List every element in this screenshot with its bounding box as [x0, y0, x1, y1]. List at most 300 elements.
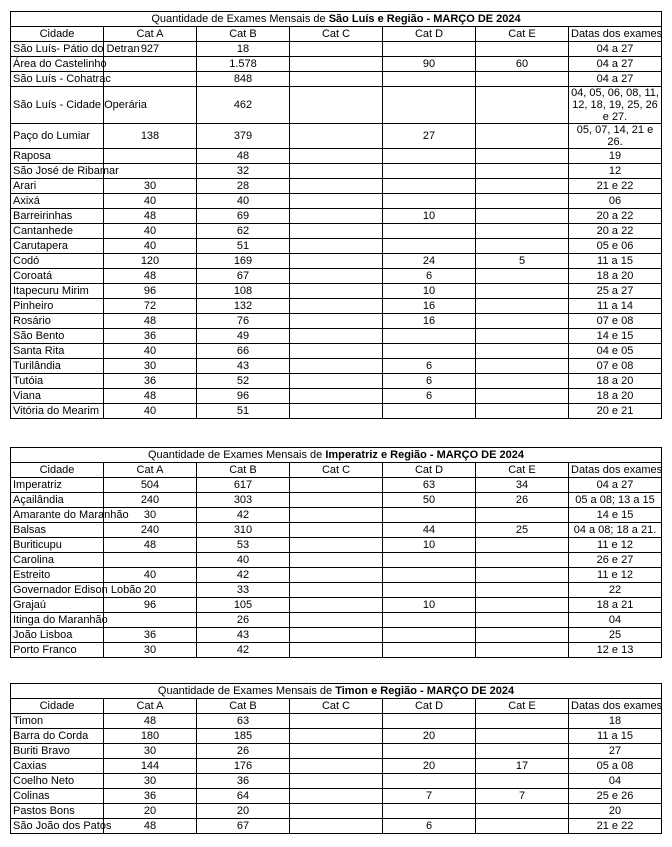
- table-title-prefix: Quantidade de Exames Mensais de: [157, 685, 336, 697]
- table-cell: 28: [197, 179, 290, 194]
- table-row: [11, 404, 662, 419]
- table-cell: [290, 613, 383, 628]
- table-cell: 20: [383, 729, 476, 744]
- column-header: Cat C: [290, 699, 383, 714]
- table-cell: 20: [569, 804, 662, 819]
- table-header-row: [11, 27, 662, 42]
- table-cell: 30: [104, 359, 197, 374]
- table-cell: 04 a 27: [569, 72, 662, 87]
- table-cell: [383, 714, 476, 729]
- table-row: [11, 194, 662, 209]
- table-cell: [290, 209, 383, 224]
- table-title-bold: Timon e Região - MARÇO DE 2024: [335, 685, 515, 697]
- table-cell: 20: [104, 804, 197, 819]
- timon-table: [10, 683, 662, 834]
- table-cell: 20: [104, 583, 197, 598]
- table-cell: [476, 329, 569, 344]
- table-cell: João Lisboa: [11, 628, 104, 643]
- table-row: [11, 643, 662, 658]
- table-cell: 48: [104, 269, 197, 284]
- table-row: [11, 714, 662, 729]
- table-cell: 48: [104, 538, 197, 553]
- table-cell: [383, 164, 476, 179]
- table-cell: Vitória do Mearim: [11, 404, 104, 419]
- table-cell: [383, 643, 476, 658]
- table-cell: 185: [197, 729, 290, 744]
- table-cell: 462: [197, 87, 290, 124]
- table-cell: 20: [197, 804, 290, 819]
- table-cell: 10: [383, 209, 476, 224]
- table-cell: [476, 628, 569, 643]
- table-row: [11, 209, 662, 224]
- table-cell: [290, 568, 383, 583]
- table-cell: 108: [197, 284, 290, 299]
- table-cell: 26: [197, 744, 290, 759]
- column-header: Cat E: [476, 699, 569, 714]
- table-cell: [290, 804, 383, 819]
- column-header: Cat C: [290, 27, 383, 42]
- table-cell: Açailândia: [11, 493, 104, 508]
- table-cell: 18 a 20: [569, 389, 662, 404]
- table-cell: 48: [104, 819, 197, 834]
- table-cell: [290, 744, 383, 759]
- table-cell: 144: [104, 759, 197, 774]
- table-cell: [383, 583, 476, 598]
- table-cell: 42: [197, 568, 290, 583]
- table-cell: Timon: [11, 714, 104, 729]
- table-cell: São Luís- Pátio do Detran: [11, 42, 104, 57]
- table-row: [11, 224, 662, 239]
- table-cell: 36: [104, 628, 197, 643]
- table-cell: 105: [197, 598, 290, 613]
- table-cell: São Luís - Cohatrac: [11, 72, 104, 87]
- table-cell: [290, 598, 383, 613]
- table-cell: 18 a 21: [569, 598, 662, 613]
- table-cell: 40: [197, 553, 290, 568]
- table-title-bold: São Luís e Região - MARÇO DE 2024: [328, 13, 521, 25]
- table-cell: 18: [197, 42, 290, 57]
- table-header-row: [11, 463, 662, 478]
- table-cell: Estreito: [11, 568, 104, 583]
- table-cell: [476, 374, 569, 389]
- table-cell: Itapecuru Mirim: [11, 284, 104, 299]
- table-cell: [290, 344, 383, 359]
- table-cell: [476, 359, 569, 374]
- table-cell: 40: [104, 224, 197, 239]
- table-cell: 11 a 15: [569, 254, 662, 269]
- table-cell: 04 a 27: [569, 57, 662, 72]
- table-cell: 20: [383, 759, 476, 774]
- table-cell: São Luís - Cidade Operária: [11, 87, 104, 124]
- table-cell: 504: [104, 478, 197, 493]
- table-cell: [290, 508, 383, 523]
- table-title: [11, 448, 662, 463]
- column-header: Cat D: [383, 699, 476, 714]
- table-cell: 11 e 12: [569, 538, 662, 553]
- table-cell: São João dos Patos: [11, 819, 104, 834]
- table-cell: 90: [383, 57, 476, 72]
- table-cell: [476, 194, 569, 209]
- table-cell: 27: [569, 744, 662, 759]
- table-cell: [476, 284, 569, 299]
- table-cell: [383, 568, 476, 583]
- table-cell: Buriti Bravo: [11, 744, 104, 759]
- table-row: [11, 759, 662, 774]
- table-cell: [290, 224, 383, 239]
- table-cell: [383, 149, 476, 164]
- table-cell: 16: [383, 314, 476, 329]
- table-cell: 07 e 08: [569, 314, 662, 329]
- table-cell: 11 a 14: [569, 299, 662, 314]
- table-cell: [290, 553, 383, 568]
- table-cell: [290, 714, 383, 729]
- table-cell: 18: [569, 714, 662, 729]
- table-cell: 617: [197, 478, 290, 493]
- table-row: [11, 613, 662, 628]
- table-cell: 30: [104, 643, 197, 658]
- table-cell: Coroatá: [11, 269, 104, 284]
- table-cell: 25 e 26: [569, 789, 662, 804]
- table-cell: 240: [104, 493, 197, 508]
- table-cell: 63: [197, 714, 290, 729]
- table-cell: 132: [197, 299, 290, 314]
- table-row: [11, 72, 662, 87]
- table-cell: 36: [104, 374, 197, 389]
- table-cell: [476, 553, 569, 568]
- column-header: Cat A: [104, 27, 197, 42]
- table-cell: 04 a 27: [569, 42, 662, 57]
- table-cell: 48: [104, 389, 197, 404]
- table-cell: Axixá: [11, 194, 104, 209]
- table-row: [11, 508, 662, 523]
- table-cell: Santa Rita: [11, 344, 104, 359]
- table-cell: 51: [197, 404, 290, 419]
- table-row: [11, 553, 662, 568]
- table-cell: [290, 164, 383, 179]
- table-cell: 69: [197, 209, 290, 224]
- table-row: [11, 729, 662, 744]
- table-row: [11, 744, 662, 759]
- table-cell: 848: [197, 72, 290, 87]
- column-header: Datas dos exames: [569, 699, 662, 714]
- table-cell: 67: [197, 819, 290, 834]
- table-cell: [476, 389, 569, 404]
- table-cell: 50: [383, 493, 476, 508]
- table-cell: 6: [383, 269, 476, 284]
- table-cell: [290, 359, 383, 374]
- table-cell: 36: [104, 789, 197, 804]
- table-cell: 04 e 05: [569, 344, 662, 359]
- table-cell: [290, 254, 383, 269]
- table-cell: 379: [197, 124, 290, 149]
- table-cell: [476, 819, 569, 834]
- table-row: [11, 87, 662, 124]
- table-cell: 60: [476, 57, 569, 72]
- table-row: [11, 179, 662, 194]
- table-cell: 1.578: [197, 57, 290, 72]
- table-cell: 43: [197, 628, 290, 643]
- table-row: [11, 254, 662, 269]
- table-cell: 04: [569, 774, 662, 789]
- table-cell: 14 e 15: [569, 508, 662, 523]
- table-cell: [104, 149, 197, 164]
- table-row: [11, 359, 662, 374]
- table-cell: [476, 72, 569, 87]
- table-cell: Governador Edison Lobão: [11, 583, 104, 598]
- sao-luis-table: [10, 11, 662, 419]
- table-cell: [290, 284, 383, 299]
- table-cell: 72: [104, 299, 197, 314]
- table-row: [11, 269, 662, 284]
- table-title: [11, 684, 662, 699]
- table-cell: 24: [383, 254, 476, 269]
- table-cell: Colinas: [11, 789, 104, 804]
- table-cell: 30: [104, 744, 197, 759]
- table-cell: 40: [104, 344, 197, 359]
- table-cell: Viana: [11, 389, 104, 404]
- column-header: Cat E: [476, 463, 569, 478]
- column-header: Cat D: [383, 463, 476, 478]
- table-cell: São José de Ribamar: [11, 164, 104, 179]
- table-cell: 22: [569, 583, 662, 598]
- table-cell: Pinheiro: [11, 299, 104, 314]
- table-cell: 51: [197, 239, 290, 254]
- table-cell: [290, 478, 383, 493]
- table-cell: [476, 568, 569, 583]
- table-cell: 53: [197, 538, 290, 553]
- table-row: [11, 493, 662, 508]
- table-cell: 25: [569, 628, 662, 643]
- table-cell: [383, 194, 476, 209]
- table-cell: [104, 613, 197, 628]
- table-cell: 04 a 27: [569, 478, 662, 493]
- table-cell: [290, 374, 383, 389]
- table-cell: [290, 389, 383, 404]
- table-cell: [383, 774, 476, 789]
- table-cell: [383, 72, 476, 87]
- table-cell: [290, 729, 383, 744]
- table-cell: 36: [197, 774, 290, 789]
- table-cell: 16: [383, 299, 476, 314]
- table-cell: 240: [104, 523, 197, 538]
- table-cell: [383, 613, 476, 628]
- table-cell: [476, 42, 569, 57]
- table-cell: 63: [383, 478, 476, 493]
- table-cell: 180: [104, 729, 197, 744]
- table-cell: 48: [104, 209, 197, 224]
- table-cell: [104, 72, 197, 87]
- table-cell: 05 e 06: [569, 239, 662, 254]
- table-cell: [290, 628, 383, 643]
- table-cell: Imperatriz: [11, 478, 104, 493]
- table-cell: Turilândia: [11, 359, 104, 374]
- table-row: [11, 42, 662, 57]
- table-cell: 26: [476, 493, 569, 508]
- table-cell: [383, 239, 476, 254]
- table-cell: 176: [197, 759, 290, 774]
- column-header: Cidade: [11, 463, 104, 478]
- column-header: Cat A: [104, 699, 197, 714]
- table-cell: [476, 583, 569, 598]
- table-cell: [476, 804, 569, 819]
- table-cell: [290, 194, 383, 209]
- table-cell: [290, 583, 383, 598]
- table-row: [11, 538, 662, 553]
- table-cell: 07 e 08: [569, 359, 662, 374]
- table-cell: Buriticupu: [11, 538, 104, 553]
- table-cell: 49: [197, 329, 290, 344]
- table-cell: [290, 538, 383, 553]
- table-title-prefix: Quantidade de Exames Mensais de: [151, 13, 329, 25]
- table-cell: Raposa: [11, 149, 104, 164]
- table-title-bold: Imperatriz e Região - MARÇO DE 2024: [325, 449, 524, 461]
- table-cell: [290, 269, 383, 284]
- table-cell: [383, 508, 476, 523]
- table-cell: Caxias: [11, 759, 104, 774]
- table-title-prefix: Quantidade de Exames Mensais de: [148, 449, 326, 461]
- table-cell: 67: [197, 269, 290, 284]
- table-cell: 66: [197, 344, 290, 359]
- table-cell: [104, 57, 197, 72]
- table-cell: 30: [104, 508, 197, 523]
- table-cell: [383, 87, 476, 124]
- table-cell: 18 a 20: [569, 269, 662, 284]
- table-cell: Amarante do Maranhão: [11, 508, 104, 523]
- column-header: Cidade: [11, 699, 104, 714]
- table-cell: São Bento: [11, 329, 104, 344]
- table-cell: 96: [104, 598, 197, 613]
- table-cell: [476, 508, 569, 523]
- table-cell: 30: [104, 179, 197, 194]
- column-header: Cat E: [476, 27, 569, 42]
- table-cell: 48: [104, 314, 197, 329]
- table-cell: 11 a 15: [569, 729, 662, 744]
- table-cell: 25: [476, 523, 569, 538]
- table-cell: Porto Franco: [11, 643, 104, 658]
- table-cell: [383, 42, 476, 57]
- table-cell: 32: [197, 164, 290, 179]
- table-row: [11, 583, 662, 598]
- table-row: [11, 329, 662, 344]
- column-header: Cat B: [197, 463, 290, 478]
- table-cell: [290, 124, 383, 149]
- table-cell: [476, 744, 569, 759]
- table-cell: 120: [104, 254, 197, 269]
- table-row: [11, 239, 662, 254]
- table-cell: [290, 149, 383, 164]
- table-row: [11, 389, 662, 404]
- table-cell: Arari: [11, 179, 104, 194]
- table-header-row: [11, 699, 662, 714]
- table-cell: 40: [104, 404, 197, 419]
- table-cell: [476, 149, 569, 164]
- table-cell: [383, 628, 476, 643]
- table-cell: Paço do Lumiar: [11, 124, 104, 149]
- column-header: Cidade: [11, 27, 104, 42]
- table-row: [11, 124, 662, 149]
- column-header: Cat B: [197, 27, 290, 42]
- table-cell: 26 e 27: [569, 553, 662, 568]
- table-cell: 33: [197, 583, 290, 598]
- table-cell: [290, 314, 383, 329]
- table-row: [11, 568, 662, 583]
- table-cell: 5: [476, 254, 569, 269]
- table-cell: [476, 344, 569, 359]
- table-row: [11, 314, 662, 329]
- column-header: Cat A: [104, 463, 197, 478]
- table-cell: Tutóia: [11, 374, 104, 389]
- table-cell: [290, 239, 383, 254]
- table-cell: [383, 179, 476, 194]
- table-cell: 7: [476, 789, 569, 804]
- table-cell: [476, 404, 569, 419]
- table-cell: [476, 124, 569, 149]
- table-cell: [476, 613, 569, 628]
- table-cell: Codó: [11, 254, 104, 269]
- table-cell: [383, 404, 476, 419]
- table-cell: 18 a 20: [569, 374, 662, 389]
- table-cell: 11 e 12: [569, 568, 662, 583]
- table-cell: 40: [104, 194, 197, 209]
- table-cell: 05, 07, 14, 21 e 26.: [569, 124, 662, 149]
- table-cell: Grajaú: [11, 598, 104, 613]
- table-cell: 05 a 08; 13 a 15: [569, 493, 662, 508]
- table-cell: [476, 598, 569, 613]
- table-title-row: [11, 448, 662, 463]
- table-cell: [290, 759, 383, 774]
- table-cell: 169: [197, 254, 290, 269]
- table-cell: 48: [197, 149, 290, 164]
- table-row: [11, 774, 662, 789]
- table-cell: [476, 209, 569, 224]
- table-row: [11, 164, 662, 179]
- table-cell: 43: [197, 359, 290, 374]
- table-cell: 42: [197, 643, 290, 658]
- table-cell: [290, 42, 383, 57]
- table-row: [11, 628, 662, 643]
- table-cell: 10: [383, 598, 476, 613]
- table-cell: 42: [197, 508, 290, 523]
- table-cell: [290, 774, 383, 789]
- table-cell: 6: [383, 374, 476, 389]
- table-cell: 26: [197, 613, 290, 628]
- table-cell: [104, 553, 197, 568]
- table-cell: [476, 314, 569, 329]
- table-cell: [290, 523, 383, 538]
- table-row: [11, 299, 662, 314]
- table-title: [11, 12, 662, 27]
- table-cell: [290, 643, 383, 658]
- table-cell: 10: [383, 284, 476, 299]
- table-cell: [476, 538, 569, 553]
- table-cell: 64: [197, 789, 290, 804]
- table-row: [11, 374, 662, 389]
- table-cell: [290, 819, 383, 834]
- table-cell: 30: [104, 774, 197, 789]
- table-cell: 96: [197, 389, 290, 404]
- table-cell: [476, 164, 569, 179]
- table-cell: [290, 404, 383, 419]
- table-row: [11, 149, 662, 164]
- table-cell: [290, 87, 383, 124]
- table-cell: [290, 299, 383, 314]
- table-row: [11, 789, 662, 804]
- table-cell: 25 a 27: [569, 284, 662, 299]
- table-cell: 52: [197, 374, 290, 389]
- table-cell: 04: [569, 613, 662, 628]
- table-cell: 04 a 08; 18 a 21.: [569, 523, 662, 538]
- table-cell: Cantanhede: [11, 224, 104, 239]
